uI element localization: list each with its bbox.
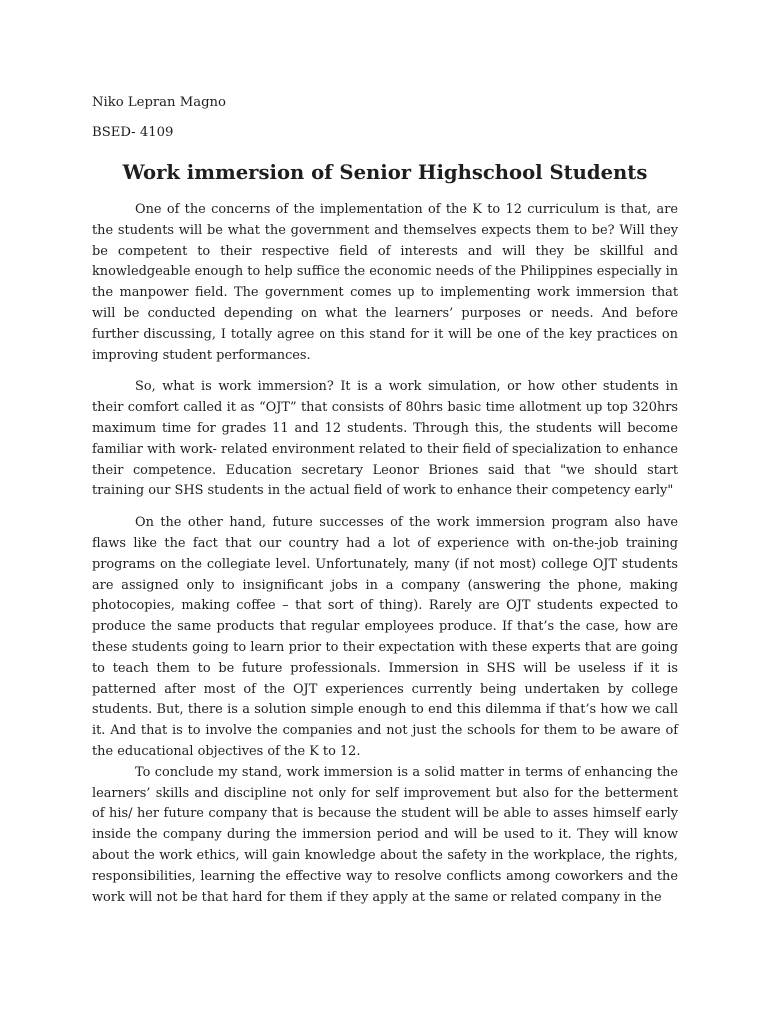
paragraph-3: On the other hand, future successes of the work immersion program also have flaws like the fact that our country had a lot of experience with on-the-job training programs on the collegiate level. Unfortunately, many (if not most) college OJT students are assigned only to insignificant jobs in a company (answering the phone, making photocopies, making coffee – that sort of thing). Rarely are OJT students expected to produce the same products that regular employees produce. If that’s the case, how are these students going to learn prior to their expectation with these experts that are going to teach them to be future professionals. Immersion in SHS will be useless if it is patterned after most of the OJT experiences currently being undertaken by college students. But, there is a solution simple enough to end this dilemma if that’s how we call it. And that is to involve the companies and not just the schools for them to be aware of the educational objectives of the K to 12. xyxy=(92,515,678,759)
document-page xyxy=(92,88,678,919)
author-name: Niko Lepran Magno xyxy=(92,95,226,110)
document-title: Work immersion of Senior Highschool Students xyxy=(122,161,648,184)
paragraph-4: To conclude my stand, work immersion is a solid matter in terms of enhancing the learners’ skills and discipline not only for self improvement but also for the betterment of his/ her future company that is because the student will be able to asses himself early inside the company during the immersion period and will be used to it. They will know about the work ethics, will gain knowledge about the safety in the workplace, the rights, responsibilities, learning the effective way to resolve conflicts among coworkers and the work will not be that hard for them if they apply at the same or related company in the xyxy=(92,764,678,905)
paragraph-2: So, what is work immersion? It is a work simulation, or how other students in their comfort called it as “OJT” that consists of 80hrs basic time allotment up top 320hrs maximum time for grades 11 and 12 students. Through this, the students will become familiar with work- related environment related to their field of specialization to enhance their competence. Education secretary Leonor Briones said that "we should start training our SHS students in the actual field of work to enhance their competency early" xyxy=(92,379,678,499)
course-section: BSED- 4109 xyxy=(92,125,174,140)
paragraph-1: One of the concerns of the implementation of the K to 12 curriculum is that, are the students will be what the government and themselves expects them to be? Will they be competent to their respective field of interests and will they be skillful and knowledgeable enough to help suffice the economic needs of the Philippines especially in the manpower field. The government comes up to implementing work immersion that will be conducted depending on what the learners’ purposes or needs. And before further discussing, I totally agree on this stand for it will be one of the key practices on improving student performances. xyxy=(92,202,678,363)
